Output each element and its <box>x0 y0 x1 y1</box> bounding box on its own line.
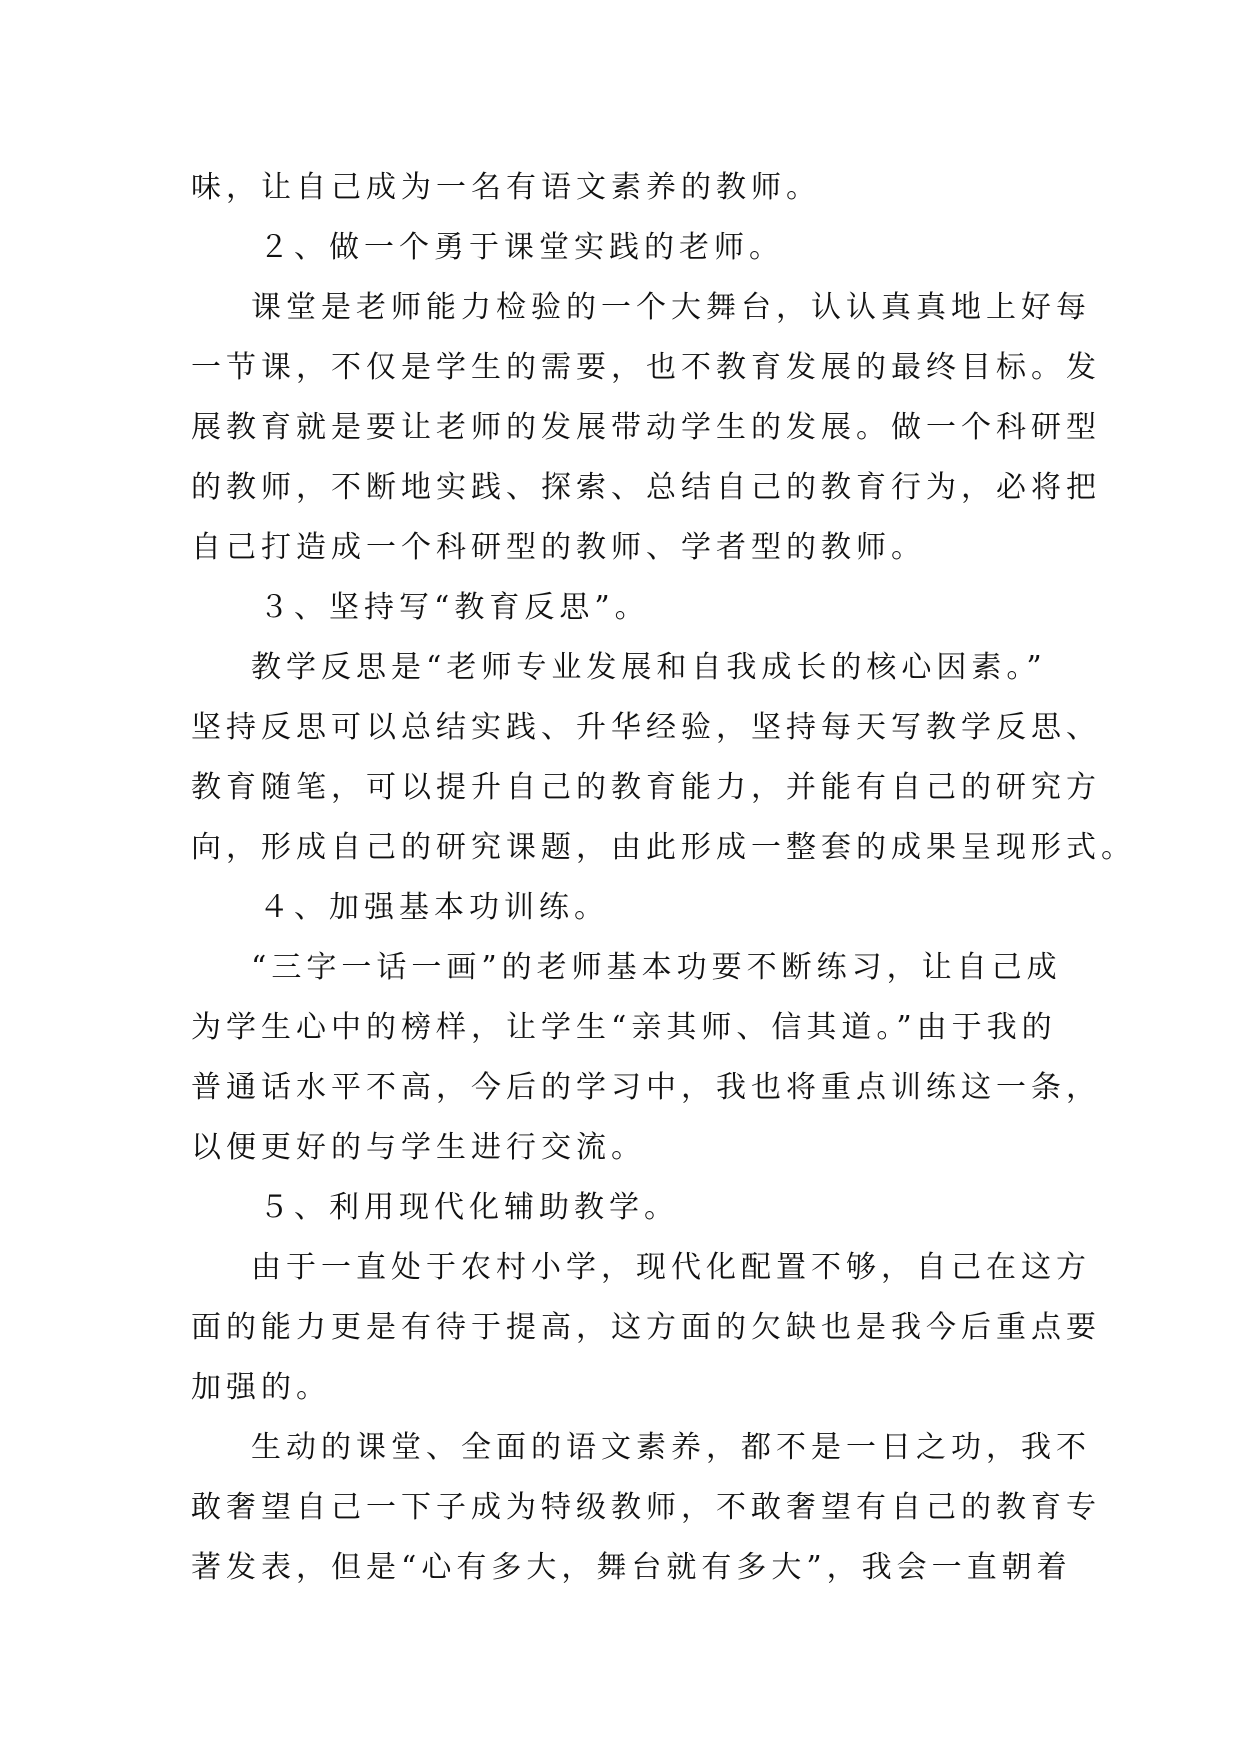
text-line: 普通话水平不高，今后的学习中，我也将重点训练这一条， <box>191 1070 1101 1105</box>
text-line: 以便更好的与学生进行交流。 <box>191 1130 646 1165</box>
text-line: ３、坚持写“教育反思”。 <box>259 590 650 625</box>
text-line: 展教育就是要让老师的发展带动学生的发展。做一个科研型 <box>191 410 1101 445</box>
text-line: 著发表，但是“心有多大，舞台就有多大”，我会一直朝着 <box>191 1550 1072 1585</box>
text-line: 味，让自己成为一名有语文素养的教师。 <box>191 170 821 205</box>
text-line: 自己打造成一个科研型的教师、学者型的教师。 <box>191 530 926 565</box>
text-line: 面的能力更是有待于提高，这方面的欠缺也是我今后重点要 <box>191 1310 1101 1345</box>
text-line: 为学生心中的榜样，让学生“亲其师、信其道。”由于我的 <box>191 1010 1057 1045</box>
text-line: 课堂是老师能力检验的一个大舞台，认认真真地上好每 <box>251 290 1091 325</box>
text-line: ５、利用现代化辅助教学。 <box>259 1190 679 1225</box>
text-line: “三字一话一画”的老师基本功要不断练习，让自己成 <box>251 950 1062 985</box>
text-line: 生动的课堂、全面的语文素养，都不是一日之功，我不 <box>251 1430 1091 1465</box>
text-line: 的教师，不断地实践、探索、总结自己的教育行为，必将把 <box>191 470 1101 505</box>
text-line: 一节课，不仅是学生的需要，也不教育发展的最终目标。发 <box>191 350 1101 385</box>
text-line: 由于一直处于农村小学，现代化配置不够，自己在这方 <box>251 1250 1091 1285</box>
text-line: 教学反思是“老师专业发展和自我成长的核心因素。” <box>251 650 1047 685</box>
document-body <box>191 158 1136 1598</box>
text-line: 坚持反思可以总结实践、升华经验，坚持每天写教学反思、 <box>191 710 1101 745</box>
text-line: 敢奢望自己一下子成为特级教师，不敢奢望有自己的教育专 <box>191 1490 1101 1525</box>
text-line: ２、做一个勇于课堂实践的老师。 <box>259 230 784 265</box>
text-line: 向，形成自己的研究课题，由此形成一整套的成果呈现形式。 <box>191 830 1136 865</box>
text-line: ４、加强基本功训练。 <box>259 890 609 925</box>
text-line: 教育随笔，可以提升自己的教育能力，并能有自己的研究方 <box>191 770 1101 805</box>
text-line: 加强的。 <box>191 1370 331 1405</box>
